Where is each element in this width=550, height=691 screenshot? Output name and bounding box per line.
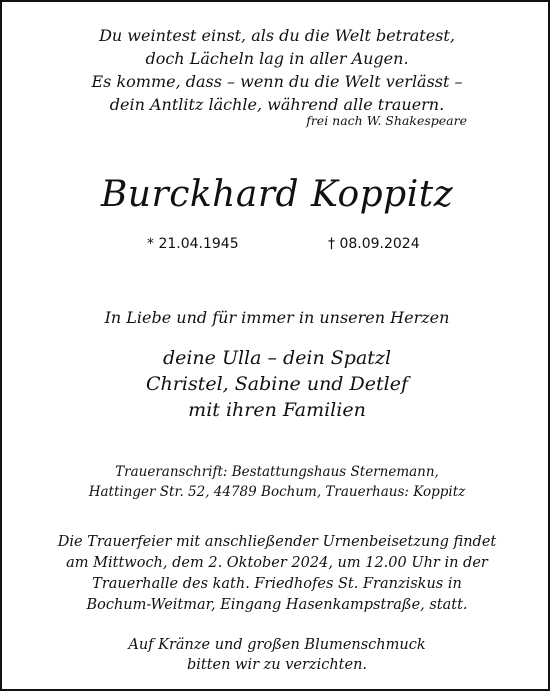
mourners-list [2,345,550,423]
request-line: bitten wir zu verzichten. [186,657,368,673]
request-line: Auf Kränze und großen Blumenschmuck [128,637,426,653]
ceremony-line: am Mittwoch, dem 2. Oktober 2024, um 12.00 Uhr in der [66,555,488,571]
ceremony-line: Die Trauerfeier mit anschließender Urnenbeisetzung findet [57,534,497,550]
address-line: Hattinger Str. 52, 44789 Bochum, Trauerhaus: Koppitz [88,484,466,500]
mourning-address [2,462,550,502]
poem-line: doch Lächeln lag in aller Augen. [145,49,409,68]
mourner-line: mit ihren Familien [188,399,366,421]
birth-date: * 21.04.1945 [147,236,239,252]
death-date: † 08.09.2024 [328,236,420,252]
poem-attribution: frei nach W. Shakespeare [306,113,467,128]
flower-request [2,635,550,675]
poem-line: Du weintest einst, als du die Welt betratest, [99,26,455,45]
devotion-line: In Liebe und für immer in unseren Herzen [104,308,450,327]
poem-line: dein Antlitz lächle, während alle trauern. [109,95,445,114]
address-line: Traueranschrift: Bestattungshaus Sternemann, [115,464,439,480]
mourner-line: Christel, Sabine und Detlef [146,373,408,395]
deceased-name: Burckhard Koppitz [100,174,454,215]
ceremony-notice [20,532,534,616]
memorial-poem [22,24,532,116]
ceremony-line: Bochum-Weitmar, Eingang Hasenkampstraße, statt. [86,597,468,613]
poem-line: Es komme, dass – wenn du die Welt verlässt – [91,72,463,91]
mourner-line: deine Ulla – dein Spatzl [162,347,392,369]
ceremony-line: Trauerhalle des kath. Friedhofes St. Franziskus in [92,576,462,592]
